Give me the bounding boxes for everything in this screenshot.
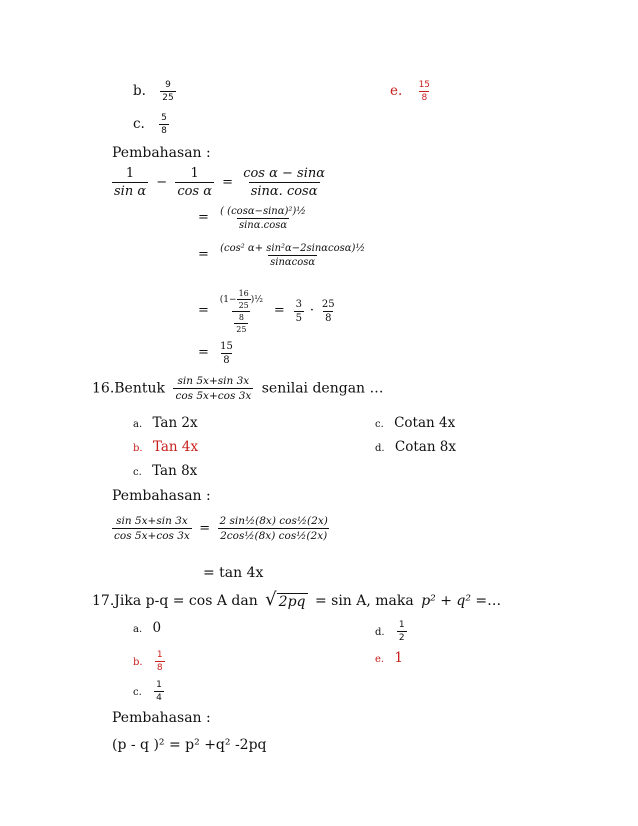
q15-solution-line-4: = (1− $\frac{16}{25}$ )½ $\frac{8}{25}$ = $\frac{3}{5}$ · $\frac{25}{8}$: [198, 289, 335, 334]
q15-option-c: c. $\frac{5}{8}$: [133, 113, 167, 136]
q17-question: 17.Jika p-q = cos A dan √ 2pq = sin A, maka p² + q² =…: [92, 589, 502, 610]
q17-option-d: d. $\frac{1}{2}$: [375, 620, 405, 643]
q15-solution-line-3: = $\frac{\text{(cos² α+ sin²α−2sinαcosα)½}}{\sin\alpha\cos\alpha}$: [198, 243, 366, 268]
q17-option-a: a. 0: [133, 620, 162, 636]
q16-option-b-answer: b. Tan 4x: [133, 439, 199, 455]
q17-option-c: c. $\frac{1}{4}$: [133, 680, 162, 703]
q16-option-c: c. Tan 8x: [133, 463, 198, 479]
q15-option-e-answer: e. $\frac{15}{8}$: [390, 80, 431, 103]
q15-solution-line-2: = $\frac{\text{( (cosα−sinα)²)½}}{\sin\alpha.\cos\alpha}$: [198, 206, 306, 231]
q16-option-c-right: c. Cotan 4x: [375, 415, 456, 431]
q16-option-a: a. Tan 2x: [133, 415, 198, 431]
q17-pembahasan-heading: Pembahasan :: [112, 710, 211, 726]
q16-solution-line: $\frac{\sin 5x+\sin 3x}{\cos 5x+\cos 3x}$ = $\frac{\text{2 sin½(8x) cos½(2x)}}{\text{2cos½(8x) cos½(2x)}}$: [114, 515, 328, 542]
q15-solution-line-5: = $\frac{15}{8}$: [198, 341, 233, 366]
q15-option-b: b. $\frac{9}{25}$: [133, 80, 174, 103]
q16-pembahasan-heading: Pembahasan :: [112, 488, 211, 504]
q15-solution-line-1: $\frac{1}{\text{sin α}}$ − $\frac{1}{\text{cos α}}$ = $\frac{\text{cos α − sinα}}{\sin\alpha. \cos\alpha}$: [114, 166, 326, 199]
q17-option-b-answer: b. $\frac{1}{8}$: [133, 650, 163, 673]
q17-option-e-answer: e. 1: [375, 650, 403, 666]
q17-solution-line-1: (p - q )² = p² +q² -2pq: [112, 737, 267, 753]
q15-pembahasan-heading: Pembahasan :: [112, 145, 211, 161]
q16-question: 16.Bentuk $\frac{\sin 5x+\sin 3x}{\cos 5x+\cos 3x}$ senilai dengan …: [92, 375, 384, 402]
q16-result: = tan 4x: [203, 565, 264, 581]
q16-option-d: d. Cotan 8x: [375, 439, 457, 455]
